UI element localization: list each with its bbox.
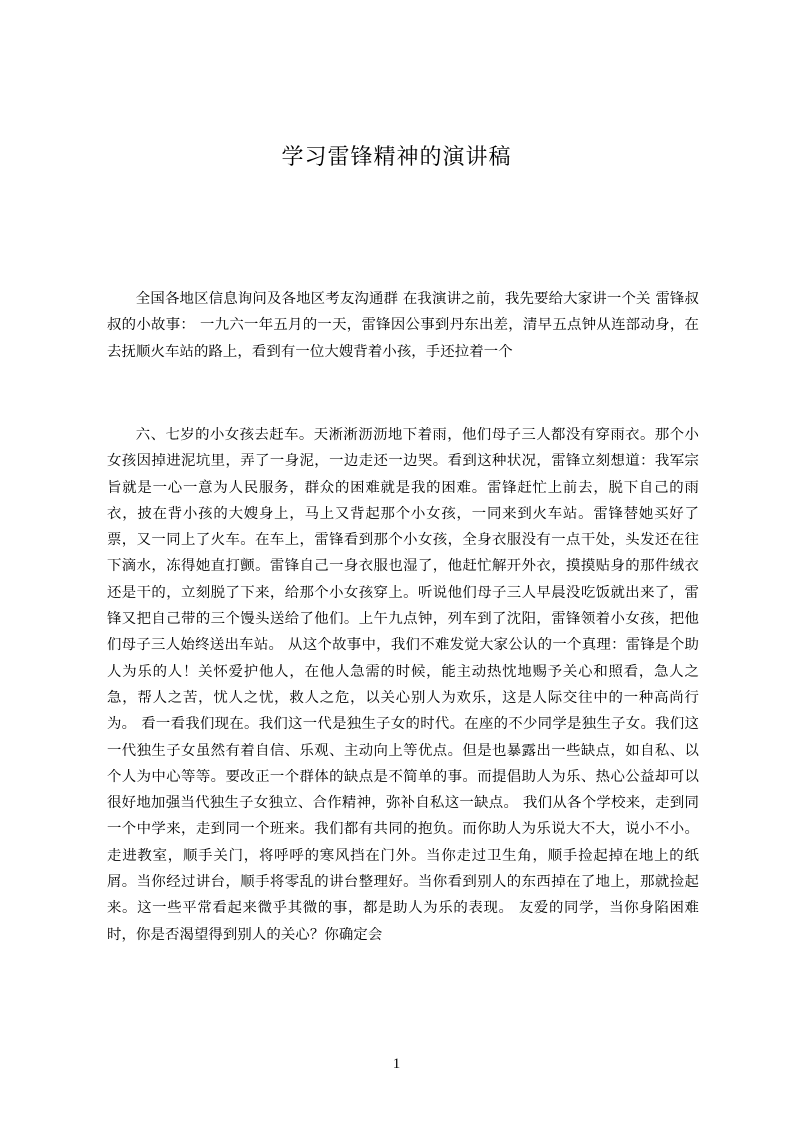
paragraph-body: 六、七岁的小女孩去赶车。天淅淅沥沥地下着雨，他们母子三人都没有穿雨衣。那个小女孩因掉进泥坑里，弄了一身泥，一边走还一边哭。看到这种状况，雷锋立刻想道：我军宗旨就是一心一意为人民服务，群众的困难就是我的困难。雷锋赶忙上前去，脱下自己的雨衣，披在背小孩的大嫂身上，马上又背起那个小女孩，一同来到火车站。雷锋替她买好了票，又一同上了火车。在车上，雷锋看到那个小女孩，全身衣服没有一点干处，头发还在往下滴水，冻得她直打颤。雷锋自己一身衣服也湿了，他赶忙解开外衣，摸摸贴身的那件绒衣还是干的，立刻脱了下来，给那个小女孩穿上。听说他们母子三人早晨没吃饭就出来了，雷锋又把自己带的三个馒头送给了他们。上午九点钟，列车到了沈阳，雷锋领着小女孩，把他们母子三人始终送出车站。 从这个故事中，我们不难发觉大家公认的一个真理：雷锋是个助人为乐的人！关怀爱护他人，在他人急需的时候，能主动热忱地赐予关心和照看，急人之急，帮人之苦，忧人之忧，救人之危，以关心别人为欢乐，这是人际交往中的一种高尚行为。 看一看我们现在。我们这一代是独生子女的时代。在座的不少同学是独生子女。我们这一代独生子女虽然有着自信、乐观、主动向上等优点。但是也暴露出一些缺点，如自私、以个人为中心等等。要改正一个群体的缺点是不简单的事。而提倡助人为乐、热心公益却可以很好地加强当代独生子女独立、合作精神，弥补自私这一缺点。 我们从各个学校来，走到同一个中学来，走到同一个班来。我们都有共同的抱负。而你助人为乐说大不大，说小不小。走进教室，顺手关门，将呼呼的寒风挡在门外。当你走过卫生角，顺手捡起掉在地上的纸屑。当你经过讲台，顺手将零乱的讲台整理好。当你看到别人的东西掉在了地上，那就捡起来。这一些平常看起来微乎其微的事，都是助人为乐的表现。 友爱的同学，当你身陷困难时，你是否渴望得到别人的关心？你确定会 — [107, 427, 699, 943]
page-number: 1 — [392, 1056, 401, 1072]
paragraph-intro: 全国各地区信息询问及各地区考友沟通群 在我演讲之前，我先要给大家讲一个关 雷锋叔叔的小故事： 一九六一年五月的一天，雷锋因公事到丹东出差，清早五点钟从连部动身，在去抚顺火车站的路上，看到有一位大嫂背着小孩，手还拉着一个 — [107, 291, 699, 360]
document-title: 学习雷锋精神的演讲稿 — [281, 145, 512, 170]
